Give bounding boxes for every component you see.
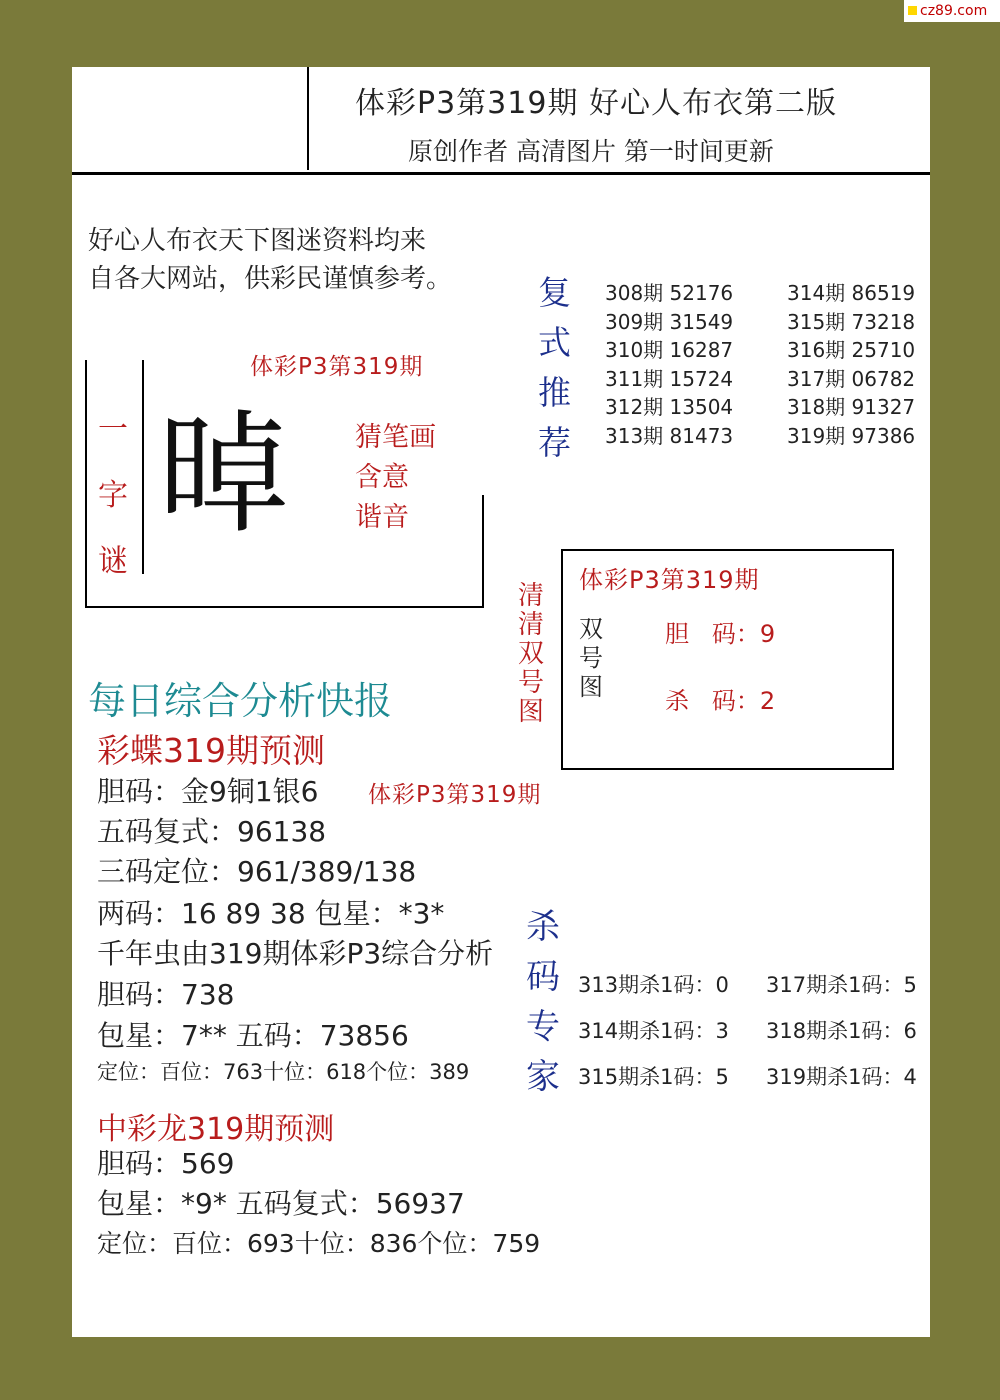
qian-bao: 包星：7** 五码：73856 bbox=[97, 1019, 409, 1052]
qingqing-heading: 体彩P3第319期 bbox=[579, 566, 760, 594]
site-badge-label: cz89.com bbox=[920, 3, 988, 19]
shama-item: 319期杀1码：4 bbox=[766, 1065, 917, 1089]
fushi-label-char: 式 bbox=[538, 323, 571, 362]
qingqing-label-char: 图 bbox=[518, 697, 545, 727]
riddle-hint: 含意 bbox=[355, 462, 409, 493]
zcl-ding: 定位：百位：693十位：836个位：759 bbox=[97, 1229, 541, 1258]
header-divider bbox=[72, 172, 930, 175]
riddle-box-left bbox=[85, 360, 87, 608]
fushi-item: 316期 25710 bbox=[787, 338, 916, 363]
zcl-dan: 胆码：569 bbox=[97, 1147, 235, 1180]
riddle-label-char: 字 bbox=[98, 478, 128, 513]
shama-label bbox=[526, 902, 560, 1102]
fushi-item: 319期 97386 bbox=[787, 423, 916, 448]
page-subtitle: 原创作者 高清图片 第一时间更新 bbox=[408, 137, 774, 166]
qingqing-inner-char: 双 bbox=[579, 615, 603, 643]
fushi-item: 308期 52176 bbox=[605, 281, 734, 305]
riddle-label bbox=[98, 397, 128, 595]
shama-list-right bbox=[766, 962, 917, 1100]
fushi-list-right bbox=[787, 279, 915, 451]
fushi-list-left bbox=[605, 279, 733, 451]
qingqing-label-char: 双 bbox=[518, 639, 545, 669]
intro-line-1: 好心人布衣天下图迷资料均来 bbox=[88, 226, 427, 256]
qingqing-sha: 杀 码：2 bbox=[665, 687, 776, 715]
page-title: 体彩P3第319期 好心人布衣第二版 bbox=[355, 86, 837, 121]
shama-list-left bbox=[578, 962, 729, 1100]
qingqing-inner-char: 号 bbox=[579, 644, 603, 672]
shama-item: 315期杀1码：5 bbox=[578, 1065, 729, 1089]
riddle-label-char: 一 bbox=[98, 412, 128, 447]
fushi-item: 313期 81473 bbox=[605, 423, 734, 448]
riddle-heading: 体彩P3第319期 bbox=[250, 354, 424, 380]
header-divider-vertical bbox=[307, 67, 309, 170]
qian-dan: 胆码：738 bbox=[97, 978, 235, 1011]
intro-line-2: 自各大网站，供彩民谨慎参考。 bbox=[88, 264, 453, 294]
qingqing-dan: 胆 码：9 bbox=[665, 620, 776, 648]
shama-label-char: 码 bbox=[526, 957, 560, 997]
riddle-box-inner-divider bbox=[142, 360, 144, 574]
fushi-item: 312期 13504 bbox=[605, 395, 734, 420]
fushi-item: 315期 73218 bbox=[787, 309, 916, 334]
qingqing-label bbox=[518, 582, 544, 727]
shama-label-char: 家 bbox=[526, 1057, 560, 1097]
riddle-box-bottom-left bbox=[85, 606, 360, 608]
caidie-liangma: 两码：16 89 38 包星：*3* bbox=[97, 897, 445, 930]
riddle-hints bbox=[355, 418, 436, 538]
qingqing-label-char: 号 bbox=[518, 668, 545, 698]
qian-ding: 定位：百位：763十位：618个位：389 bbox=[97, 1060, 470, 1084]
caidie-sanma: 三码定位：961/389/138 bbox=[97, 855, 417, 888]
riddle-hint: 猜笔画 bbox=[355, 422, 436, 453]
fushi-label bbox=[538, 268, 571, 468]
fushi-item: 310期 16287 bbox=[605, 338, 734, 363]
fushi-item: 311期 15724 bbox=[605, 366, 734, 391]
shama-label-char: 杀 bbox=[526, 907, 560, 947]
fushi-item: 318期 91327 bbox=[787, 395, 916, 420]
riddle-label-char: 谜 bbox=[98, 544, 128, 579]
qingqing-inner-char: 图 bbox=[579, 673, 603, 701]
fushi-label-char: 荐 bbox=[538, 423, 571, 462]
overlay-heading: 体彩P3第319期 bbox=[368, 782, 542, 808]
riddle-box-bottom-right bbox=[360, 606, 484, 608]
riddle-box-right bbox=[482, 495, 484, 608]
caidie-title: 彩蝶319期预测 bbox=[97, 731, 325, 770]
square-icon bbox=[908, 6, 917, 15]
zcl-bao: 包星：*9* 五码复式：56937 bbox=[97, 1187, 465, 1220]
shama-item: 317期杀1码：5 bbox=[766, 973, 917, 997]
fushi-item: 314期 86519 bbox=[787, 281, 916, 305]
caidie-wuma: 五码复式：96138 bbox=[97, 815, 327, 848]
qingqing-inner-label bbox=[579, 615, 603, 702]
shama-item: 313期杀1码：0 bbox=[578, 973, 729, 997]
site-badge[interactable] bbox=[904, 0, 1000, 22]
fushi-label-char: 复 bbox=[538, 273, 571, 312]
fushi-item: 317期 06782 bbox=[787, 366, 916, 391]
fushi-item: 309期 31549 bbox=[605, 309, 734, 334]
daily-heading: 每日综合分析快报 bbox=[88, 679, 393, 723]
caidie-dan: 胆码：金9铜1银6 bbox=[97, 775, 319, 808]
shama-item: 318期杀1码：6 bbox=[766, 1019, 917, 1043]
riddle-hint: 谐音 bbox=[355, 502, 409, 533]
zcl-title: 中彩龙319期预测 bbox=[97, 1112, 335, 1147]
shama-label-char: 专 bbox=[526, 1007, 560, 1047]
qingqing-label-char: 清 bbox=[518, 610, 545, 640]
fushi-label-char: 推 bbox=[538, 373, 571, 412]
qian-title: 千年虫由319期体彩P3综合分析 bbox=[97, 937, 494, 970]
riddle-character: 晫 bbox=[158, 398, 290, 552]
shama-item: 314期杀1码：3 bbox=[578, 1019, 729, 1043]
qingqing-label-char: 清 bbox=[518, 581, 545, 611]
